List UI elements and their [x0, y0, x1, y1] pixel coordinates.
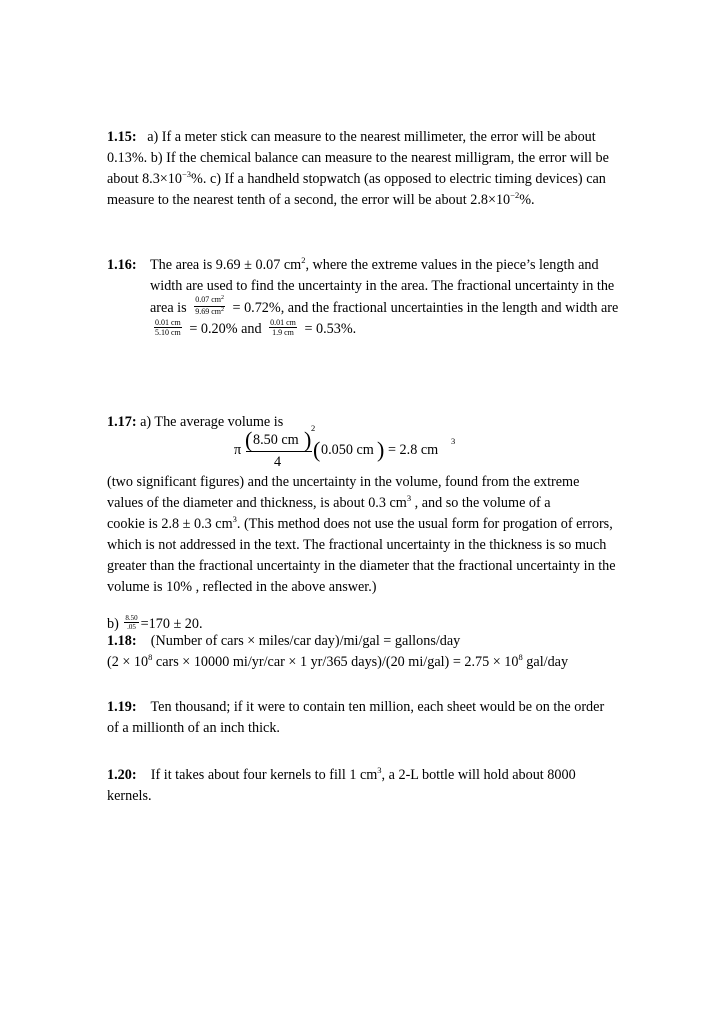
p117-b-fraction: [124, 614, 138, 631]
p117-l3b: , and so the volume of a: [411, 495, 551, 511]
p116-frac3-den: 1.9 cm: [272, 328, 294, 338]
p118-line-1: [107, 631, 460, 652]
p116-frac2-den: 5.10 cm: [155, 328, 181, 338]
p117-b-label: b): [107, 616, 119, 632]
p115-line-2: 0.13%. b) If the chemical balance can measure to the nearest milligram, the error will be: [107, 150, 609, 166]
p117-b-num: 8.50: [125, 614, 138, 623]
p115-l4a: measure to the nearest tenth of a second, the error will be about 2.8×10: [107, 192, 511, 208]
p118-l2b: cars × 10000 mi/yr/car × 1 yr/365 days)/(20 mi/gal) = 2.75 × 10: [152, 654, 519, 670]
p118-l1: (Number of cars × miles/car day)/mi/gal = gallons/day: [150, 633, 461, 649]
p117-b-rest: =170 ± 20.: [140, 616, 203, 632]
eq-denominator: 4: [274, 454, 282, 470]
p117-l1: a) The average volume is: [140, 414, 284, 430]
p115-line-1: [107, 127, 596, 148]
p119-label: 1.19:: [107, 699, 137, 715]
p115-l3b: %. c) If a handheld stopwatch (as opposed to electric timing devices) can: [191, 171, 606, 187]
eq-paren-open-2: (: [313, 437, 321, 462]
p116-frac1-num-sup: 2: [220, 295, 224, 301]
p115-l4b: %.: [519, 192, 535, 208]
p115-line-4: [107, 190, 535, 212]
eq-rhs: = 2.8 cm: [388, 442, 439, 458]
eq-paren-close-1: ): [304, 427, 312, 452]
p118-l2sup2: 8: [518, 652, 523, 662]
p116-line-3: [150, 297, 618, 320]
p116-fraction-3: [269, 318, 297, 337]
eq-middle: 0.050 cm: [321, 442, 374, 458]
p117-l4sup: 3: [232, 514, 237, 524]
p115-l3a: about 8.3×10: [107, 171, 182, 187]
p117-line-4: [107, 514, 613, 536]
p117-l3a: values of the diameter and thickness, is about 0.3 cm: [107, 495, 407, 511]
eq-numerator: 8.50 cm: [253, 432, 299, 448]
p118-l2sup1: 8: [148, 652, 153, 662]
p117-l3sup: 3: [406, 493, 412, 503]
p117-line-5: which is not addressed in the text. The fractional uncertainty in the thickness is so much: [107, 537, 607, 553]
p116-line-1-text: [150, 255, 599, 277]
p117-label: 1.17:: [107, 414, 137, 430]
p116-l1b: , where the extreme values in the piece’s length and: [305, 257, 599, 273]
eq-numerator-sup: 2: [311, 423, 316, 433]
p120-line-1: [107, 765, 576, 787]
p118-l2c: gal/day: [522, 654, 569, 670]
p116-frac1-den-sup: 2: [220, 307, 224, 313]
p118-line-2: [107, 652, 568, 674]
eq-paren-close-2: ): [377, 437, 385, 462]
p120-line-2: kernels.: [107, 788, 152, 804]
p117-l4b: . (This method does not use the usual form for progation of errors,: [236, 516, 613, 532]
p116-fraction-2: [154, 318, 182, 337]
p115-l4exp: −2: [510, 190, 520, 200]
p116-l3a: area is: [150, 299, 187, 316]
p120-l1b: , a 2-L bottle will hold about 8000: [381, 767, 576, 783]
p116-line-4: [150, 319, 356, 340]
p116-frac1-num: 0.07 cm: [195, 295, 221, 304]
p116-l1a: The area is 9.69 ± 0.07 cm: [150, 257, 302, 273]
p116-l4a: = 0.20% and: [189, 321, 262, 337]
p115-l1: a) If a meter stick can measure to the nearest millimeter, the error will be about: [147, 129, 596, 145]
p117-b-den: .05: [127, 623, 136, 632]
p117-line-7: volume is 10% , reflected in the above answer.): [107, 579, 377, 595]
p117-line-2: (two significant figures) and the uncertainty in the volume, found from the extreme: [107, 474, 580, 490]
p119-l1: Ten thousand; if it were to contain ten million, each sheet would be on the order: [150, 699, 605, 715]
p118-label: 1.18:: [107, 633, 137, 649]
eq-paren-open-1: (: [245, 427, 253, 452]
p116-l4b: = 0.53%.: [304, 321, 357, 337]
p115-label: 1.15:: [107, 129, 137, 145]
eq-rhs-sup: 3: [451, 436, 456, 446]
p120-label: 1.20:: [107, 767, 137, 783]
p117-line-3: [107, 493, 551, 515]
p116-l3b: = 0.72%, and the fractional uncertainties in the length and width are: [232, 299, 619, 316]
p120-l1sup: 3: [377, 765, 382, 775]
p115-l3exp: −3: [182, 169, 192, 179]
p116-frac1-den: 9.69 cm: [195, 307, 221, 316]
p116-line-2: width are used to find the uncertainty in the area. The fractional uncertainty in the: [150, 278, 615, 294]
p119-line-2: of a millionth of an inch thick.: [107, 720, 280, 736]
eq-pi: π: [234, 442, 242, 458]
p116-fraction-1: [194, 295, 225, 318]
p120-l1a: If it takes about four kernels to fill 1 cm: [150, 767, 378, 783]
p118-l2a: (2 × 10: [107, 654, 149, 670]
p116-frac3-num: 0.01 cm: [270, 318, 296, 328]
p116-l1sup: 2: [301, 255, 306, 265]
p115-line-3: [107, 169, 606, 191]
p119-line-1: [107, 697, 604, 718]
p117-l4a: cookie is 2.8 ± 0.3 cm: [107, 516, 233, 532]
p117-line-6: greater than the fractional uncertainty in the diameter that the fractional uncertainty in the: [107, 558, 616, 574]
p116-line-1: [107, 255, 137, 276]
p116-frac2-num: 0.01 cm: [155, 318, 181, 328]
p116-label: 1.16:: [107, 257, 137, 273]
